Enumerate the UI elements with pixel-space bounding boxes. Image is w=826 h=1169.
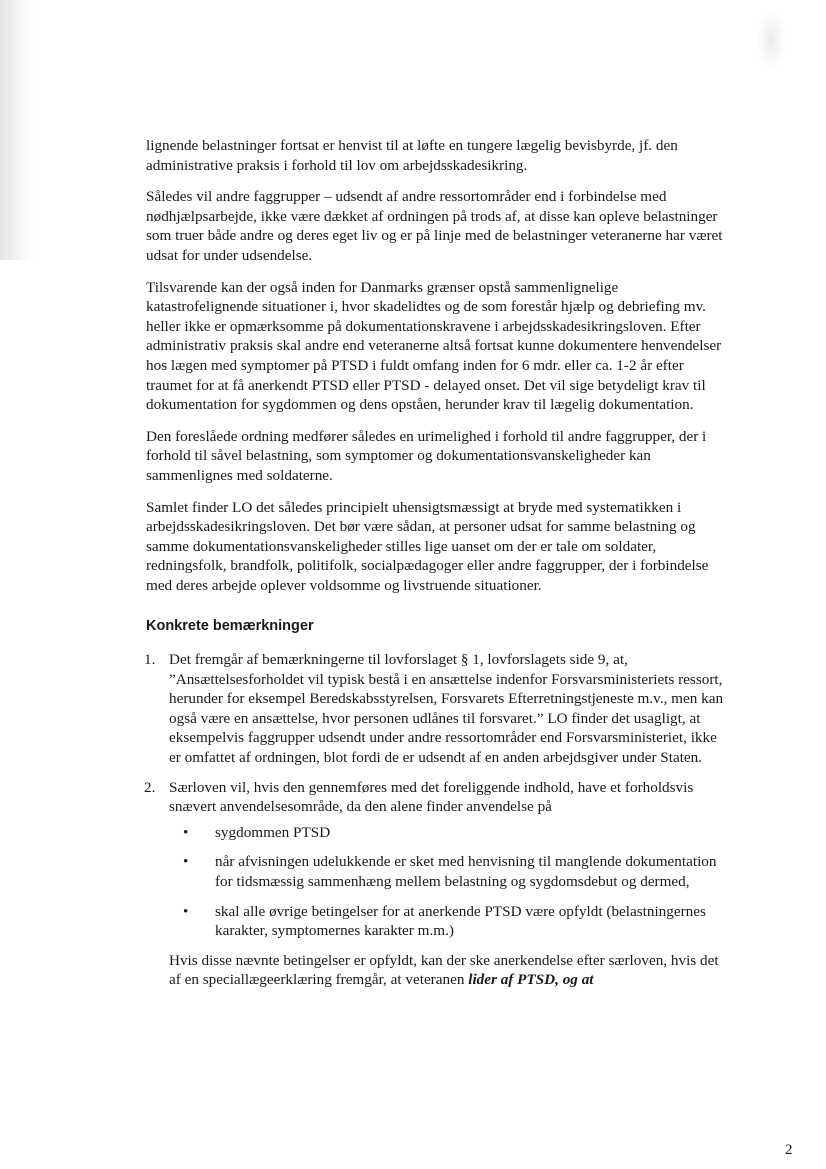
- paragraph-4: Den foreslåede ordning medfører således en urimelighed i forhold til andre faggrupper, der i forhold til såvel belastning, som symptomer og dokumentationsvanskeligheder kan sammenlignes med soldaterne.: [146, 427, 707, 484]
- bullet-item-3: [169, 902, 724, 941]
- numbered-list: [146, 650, 724, 941]
- scan-shadow-left: [0, 0, 34, 260]
- item-text: Det fremgår af bemærkningerne til lovforslaget § 1, lovforslagets side 9, at, ”Ansættelsesforholdet vil typisk bestå i en ansættelse indenfor Forsvarsministeriets ressort, herunder for eksempel Beredskabsstyrelsen, Forsvarets Efterretningstjeneste m.v., men kan også være en ansættelse, hvor personen udlånes til forsvaret.” LO finder det usagligt, at eksempelvis faggrupper udsendt under andre ressortområder end Forsvarsministeriet, ikke er omfattet af ordningen, blot fordi de er udsendt af en anden arbejdsgiver under Staten.: [169, 651, 724, 767]
- numbered-item-1: [146, 650, 724, 768]
- bullet-list: [169, 823, 724, 941]
- closing-emphasis: lider af PTSD, og at: [468, 971, 594, 989]
- item-number: 1.: [144, 651, 156, 669]
- section-heading: Konkrete bemærkninger: [146, 618, 314, 635]
- paragraph-2: Således vil andre faggrupper – udsendt af andre ressortområder end i forbindelse med nødhjælpsarbejde, ikke være dækket af ordningen på trods af, at disse kan opleve belastninger som truer både andre og deres eget liv og er på linje med de belastninger veteranerne har været udsat for under udsendelse.: [146, 188, 723, 264]
- bullet-item-2: [169, 852, 724, 891]
- item-text: Særloven vil, hvis den gennemføres med det foreliggende indhold, have et forholdsvis snævert anvendelsesområde, da den alene finder anvendelse på: [169, 778, 694, 816]
- bullet-icon: •: [183, 902, 189, 920]
- item-number: 2.: [144, 778, 156, 796]
- numbered-item-2: [146, 778, 724, 941]
- bullet-text: sygdommen PTSD: [215, 823, 331, 841]
- bullet-text: skal alle øvrige betingelser for at anerkende PTSD være opfyldt (belastningernes karakter, symptomernes karakter m.m.): [215, 902, 706, 940]
- bullet-icon: •: [183, 823, 189, 841]
- paragraph-5: Samlet finder LO det således principielt uhensigtsmæssigt at bryde med systematikken i arbejdsskadesikringsloven. Det bør være sådan, at personer udsat for samme belastning og samme dokumentationsvanskeligheder stilles lige uanset om der er tale om soldater, redningsfolk, brandfolk, politifolk, socialpædagoger eller andre faggrupper, der i forbindelse med deres arbejde oplever voldsomme og livstruende situationer.: [146, 498, 709, 594]
- bullet-text: når afvisningen udelukkende er sket med henvisning til manglende dokumentation for tidsmæssig sammenhæng mellem belastning og sygdomsdebut og dermed,: [215, 853, 717, 890]
- bullet-icon: •: [183, 853, 189, 871]
- closing-text: Hvis disse nævnte betingelser er opfyldt, kan der ske anerkendelse efter særloven, hvis det af en speciallægeerklæring fremgår, at veteranen: [169, 951, 719, 989]
- page-number: 2: [785, 1142, 793, 1158]
- document-body: [146, 136, 724, 990]
- scan-shadow-right: [756, 10, 786, 70]
- closing-paragraph: [169, 951, 724, 990]
- bullet-item-1: [169, 823, 724, 843]
- paragraph-3: Tilsvarende kan der også inden for Danmarks grænser opstå sammenlignelige katastrofelignende situationer i, hvor skadelidtes og de som forestår hjælp og debriefing mv. heller ikke er opmærksomme på dokumentationskravene i arbejdsskadesikringsloven. Efter administrativ praksis skal andre end veteranerne altså fortsat kunne dokumentere henvendelser hos lægen med symptomer på PTSD i fuldt omfang inden for 6 mdr. eller ca. 1-2 år efter traumet for at få anerkendt PTSD eller PTSD - delayed onset. Det vil sige betydeligt krav til dokumentation for sygdommen og dens opståen, herunder krav til lægelig dokumentation.: [146, 278, 722, 414]
- paragraph-1: lignende belastninger fortsat er henvist til at løfte en tungere lægelig bevisbyrde, jf. den administrative praksis i forhold til lov om arbejdsskadesikring.: [146, 137, 678, 174]
